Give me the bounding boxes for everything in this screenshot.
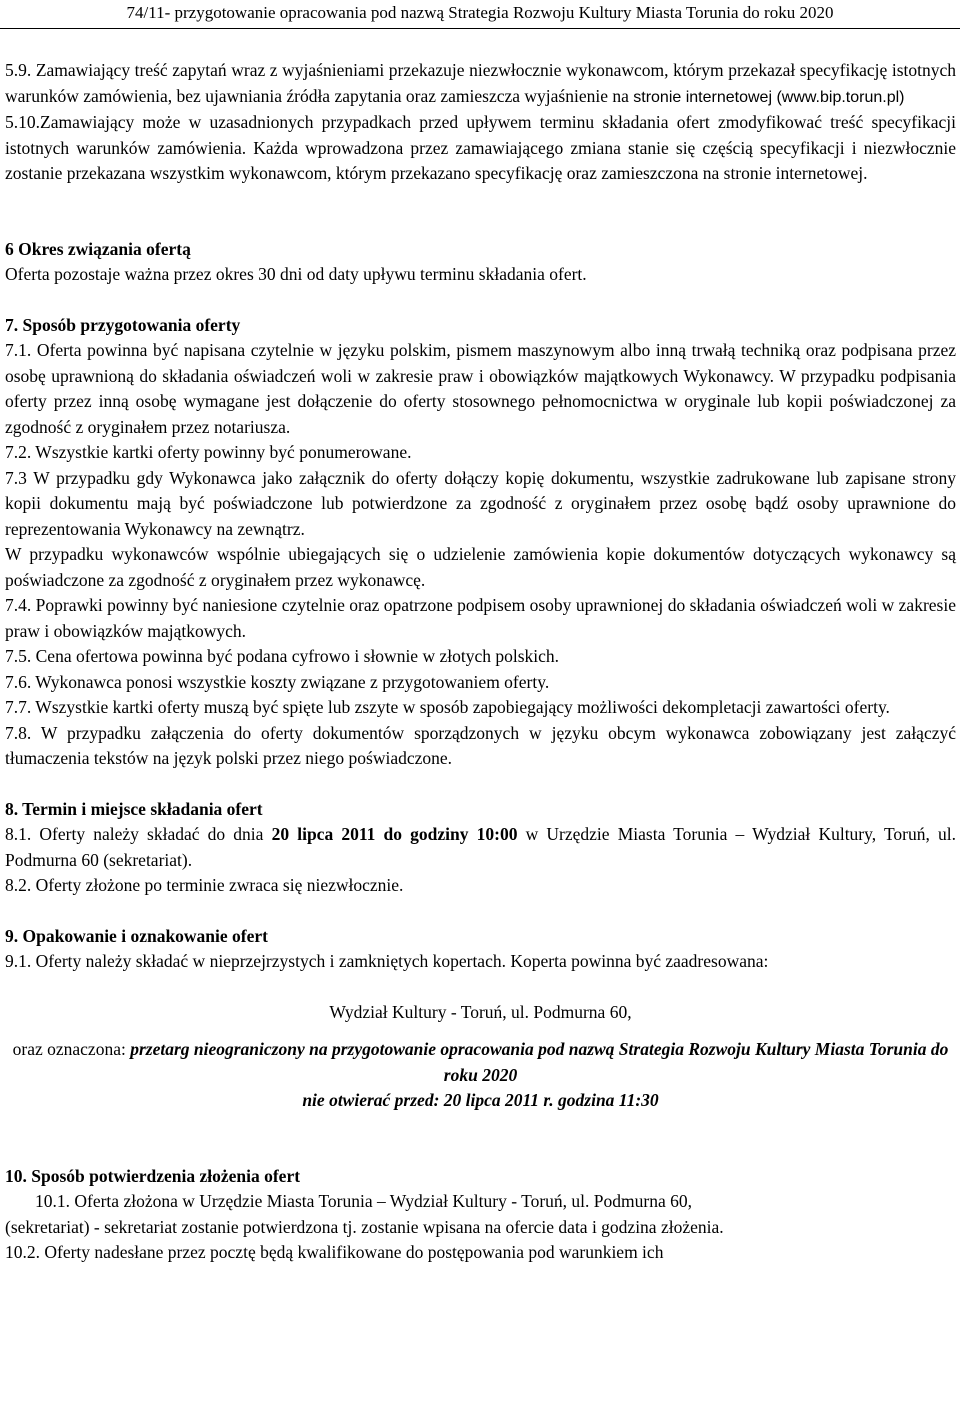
- paragraph-8-1: 8.1. Oferty należy składać do dnia 20 lipca 2011 do godziny 10:00 w Urzędzie Miasta Torunia – Wydział Kultury, Toruń, ul. Podmurna 60 (sekretariat).: [5, 824, 957, 870]
- section-6-text: Oferta pozostaje ważna przez okres 30 dni od daty upływu terminu składania ofert.: [5, 264, 587, 284]
- paragraph-10-1-cont: (sekretariat) - sekretariat zostanie potwierdzona tj. zostanie wpisana na ofercie data i godzina złożenia.: [5, 1216, 724, 1237]
- envelope-marking: oraz oznaczona: przetarg nieograniczony na przygotowanie opracowania pod nazwą Strategia Rozwoju Kultury Miasta Torunia do roku 2020: [12, 1039, 949, 1085]
- paragraph-7-8: 7.8. W przypadku załączenia do oferty dokumentów sporządzonych w języku obcym wykonawca zobowiązany jest załączyć tłumaczenia tekstów na język polski przez niego poświadczone.: [5, 722, 956, 768]
- paragraph-7-7: 7.7. Wszystkie kartki oferty muszą być spięte lub zszyte w sposób zapobiegający możliwości dekompletacji zawartości oferty.: [5, 697, 890, 717]
- document-body: [5, 58, 956, 1266]
- page-header: 74/11- przygotowanie opracowania pod nazwą Strategia Rozwoju Kultury Miasta Torunia do roku 2020: [126, 3, 834, 22]
- paragraph-10-1: 10.1. Oferta złożona w Urzędzie Miasta Torunia – Wydział Kultury - Toruń, ul. Podmurna 60,: [35, 1191, 692, 1211]
- paragraph-9-1: 9.1. Oferty należy składać w nieprzejrzystych i zamkniętych kopertach. Koperta powinna być zaadresowana:: [5, 951, 769, 971]
- paragraph-7-1: 7.1. Oferta powinna być napisana czytelnie w języku polskim, pismem maszynowym albo inną trwałą techniką oraz podpisana przez osobę uprawnioną do składania oświadczeń woli w zakresie praw i obowiązków majątkowych Wykonawcy. W przypadku podpisania oferty przez inną osobę wymagane jest dołączenie do oferty stosownego pełnomocnictwa w oryginale lub kopii poświadczonej za zgodność z oryginałem przez notariusza.: [5, 340, 956, 437]
- section-10-title: 10. Sposób potwierdzenia złożenia ofert: [5, 1165, 301, 1186]
- section-6-title: 6 Okres związania ofertą: [5, 238, 191, 259]
- paragraph-8-2: 8.2. Oferty złożone po terminie zwraca się niezwłocznie.: [5, 875, 404, 895]
- envelope-address: Wydział Kultury - Toruń, ul. Podmurna 60,: [329, 1001, 632, 1022]
- section-7-title: 7. Sposób przygotowania oferty: [5, 314, 241, 335]
- paragraph-7-5: 7.5. Cena ofertowa powinna być podana cyfrowo i słownie w złotych polskich.: [5, 646, 560, 666]
- website-reference: stronie internetowej (www.bip.torun.pl): [633, 88, 905, 106]
- paragraph-5-9: 5.9. Zamawiający treść zapytań wraz z wyjaśnieniami przekazuje niezwłocznie wykonawcom, którym przekazał specyfikację istotnych warunków zamówienia, bez ujawniania źródła zapytania oraz zamieszcza wyjaśnienie na stronie internetowej (www.bip.torun.pl): [5, 60, 956, 106]
- paragraph-7-3-joint: W przypadku wykonawców wspólnie ubiegających się o udzielenie zamówienia kopie dokumentów dotyczących wykonawcy są poświadczone za zgodność z oryginałem przez wykonawcę.: [5, 544, 956, 590]
- do-not-open-notice: nie otwierać przed: 20 lipca 2011 r. godzina 11:30: [302, 1090, 659, 1110]
- paragraph-7-6: 7.6. Wykonawca ponosi wszystkie koszty związane z przygotowaniem oferty.: [5, 671, 550, 692]
- paragraph-7-3: 7.3 W przypadku gdy Wykonawca jako załącznik do oferty dołączy kopię dokumentu, wszystkie zadrukowane lub zapisane strony kopii dokumentu mają być poświadczone lub potwierdzone za zgodność z oryginałem przez osobę bądź osoby uprawnione do reprezentowania Wykonawcy na zewnątrz.: [5, 467, 956, 539]
- paragraph-7-2: 7.2. Wszystkie kartki oferty powinny być ponumerowane.: [5, 442, 412, 462]
- header-rule: [0, 28, 960, 29]
- paragraph-10-2: 10.2. Oferty nadesłane przez pocztę będą kwalifikowane do postępowania pod warunkiem ich: [5, 1242, 664, 1262]
- section-8-title: 8. Termin i miejsce składania ofert: [5, 798, 263, 819]
- paragraph-7-4: 7.4. Poprawki powinny być naniesione czytelnie oraz opatrzone podpisem osoby uprawnionej do składania oświadczeń woli w zakresie praw i obowiązków majątkowych.: [5, 595, 956, 641]
- paragraph-5-10: 5.10.Zamawiający może w uzasadnionych przypadkach przed upływem terminu składania ofert zmodyfikować treść specyfikacji istotnych warunków zamówienia. Każda wprowadzona przez zamawiającego zmiana stanie się częścią specyfikacji i niezwłocznie zostanie przekazana wszystkim wykonawcom, którym przekazano specyfikację oraz zamieszczona na stronie internetowej.: [5, 112, 956, 183]
- section-9-title: 9. Opakowanie i oznakowanie ofert: [5, 925, 268, 946]
- deadline-date: 20 lipca 2011 do godziny 10:00: [271, 824, 518, 844]
